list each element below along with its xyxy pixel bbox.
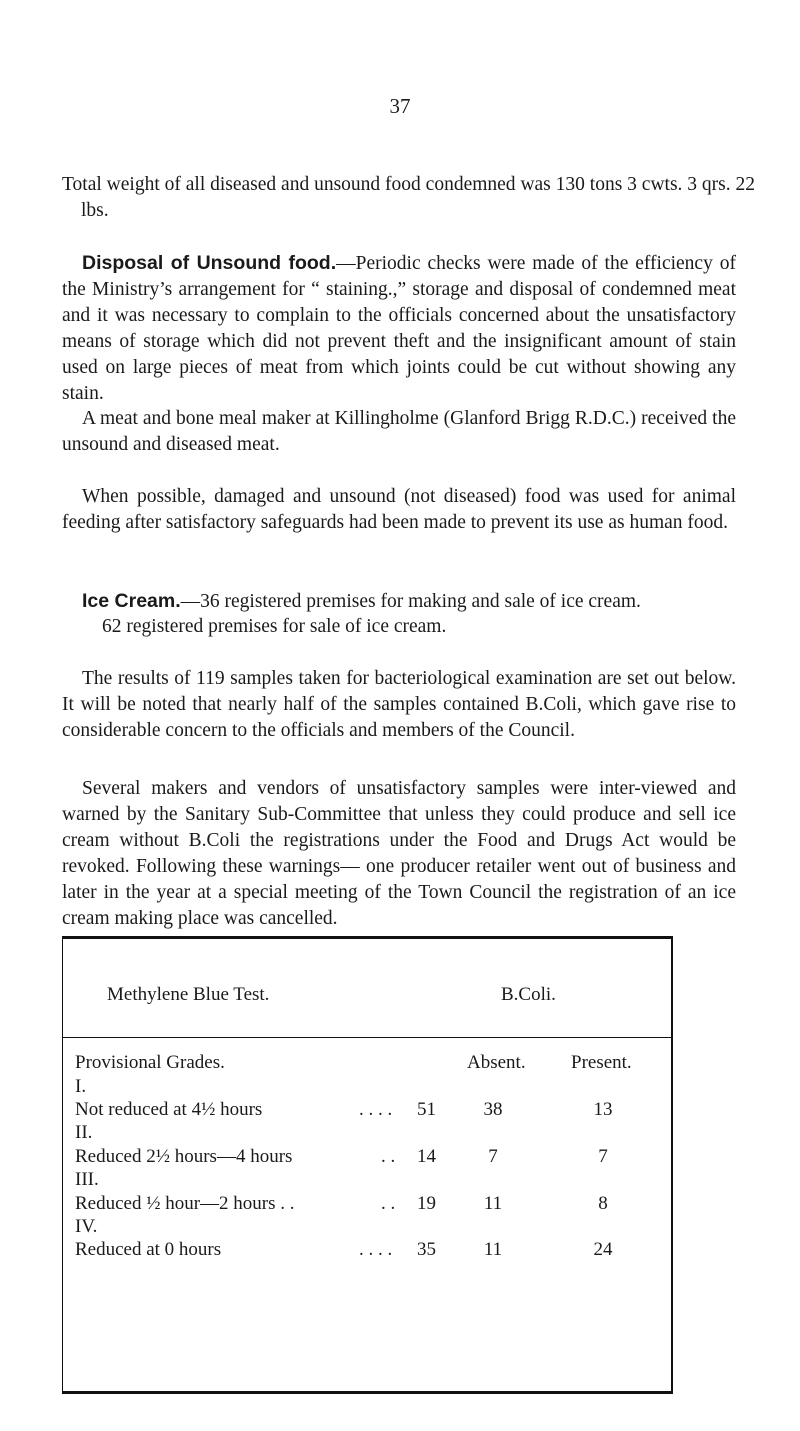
paragraph-disposal bbox=[62, 250, 736, 407]
sample-total: 19 bbox=[417, 1193, 436, 1214]
present-count: 24 bbox=[593, 1239, 613, 1260]
disposal-body: —Periodic checks were made of the efficiency of the Ministry’s arrangement for “ staining.,” storage and disposal of condemned meat and it was necessary to complain to the officials concerned about the unsatisfactory means of storage which did not prevent theft and the insignificant amount of stain used on large pieces of meat from which joints could be cut without showing any stain. bbox=[62, 253, 736, 404]
grade-roman: IV. bbox=[75, 1216, 98, 1237]
paragraph-warnings: Several makers and vendors of unsatisfactory samples were inter-viewed and warned by the Sanitary Sub-Committee that unless they could produce and sell ice cream without B.Coli the registrations under the Food and Drugs Act would be revoked. Following these warnings— one producer retailer went out of business and later in the year at a special meeting of the Town Council the registration of an ice cream making place was cancelled. bbox=[62, 778, 736, 929]
absent-column-header: Absent. bbox=[467, 1052, 526, 1073]
sample-total: 14 bbox=[417, 1146, 436, 1167]
leader-dots: . . bbox=[381, 1146, 396, 1167]
paragraph-total-weight: Total weight of all diseased and unsound food condemned was 130 tons 3 cwts. 3 qrs. 22 lbs. bbox=[62, 174, 755, 221]
grade-description: Reduced 2½ hours—4 hours bbox=[75, 1146, 293, 1167]
sample-total: 35 bbox=[417, 1239, 436, 1260]
paragraph-animal-feeding: When possible, damaged and unsound (not diseased) food was used for animal feeding after satisfactory safeguards had been made to prevent its use as human food. bbox=[62, 486, 736, 533]
grade-roman: II. bbox=[75, 1122, 93, 1143]
grade-description: Reduced at 0 hours bbox=[75, 1239, 222, 1260]
grade-roman: I. bbox=[75, 1076, 87, 1097]
grade-roman: III. bbox=[75, 1169, 99, 1190]
ice-cream-body: —36 registered premises for making and sale of ice cream. bbox=[180, 591, 641, 612]
results-table bbox=[62, 936, 673, 1394]
page-number: 37 bbox=[389, 94, 411, 118]
absent-count: 38 bbox=[483, 1099, 503, 1120]
paragraph-meal-maker: A meat and bone meal maker at Killingholme (Glanford Brigg R.D.C.) received the unsound and diseased meat. bbox=[62, 408, 736, 455]
provisional-grades-label: Provisional Grades. bbox=[75, 1052, 225, 1073]
header-bcoli: B.Coli. bbox=[501, 984, 556, 1005]
absent-count: 11 bbox=[483, 1239, 503, 1260]
present-column-header: Present. bbox=[571, 1052, 632, 1073]
paragraph-ice-cream bbox=[62, 588, 736, 615]
present-count: 7 bbox=[598, 1146, 608, 1167]
paragraph-results: The results of 119 samples taken for bacteriological examination are set out below. It will be noted that nearly half of the samples contained B.Coli, which gave rise to considerable concern to the officials and members of the Council. bbox=[62, 668, 736, 741]
header-methylene-blue: Methylene Blue Test. bbox=[107, 984, 270, 1005]
absent-count: 11 bbox=[483, 1193, 503, 1214]
heading-disposal: Disposal of Unsound food. bbox=[82, 252, 337, 274]
table-header-row bbox=[63, 939, 671, 1038]
absent-count: 7 bbox=[488, 1146, 498, 1167]
grade-description: Reduced ½ hour—2 hours . . bbox=[75, 1193, 295, 1214]
leader-dots: . . bbox=[381, 1193, 396, 1214]
leader-dots: . . . . bbox=[359, 1239, 393, 1260]
paragraph-sale-premises: 62 registered premises for sale of ice cream. bbox=[102, 616, 447, 637]
grade-description: Not reduced at 4½ hours bbox=[75, 1099, 263, 1120]
sample-total: 51 bbox=[417, 1099, 436, 1120]
leader-dots: . . . . bbox=[359, 1099, 393, 1120]
present-count: 13 bbox=[593, 1099, 613, 1120]
present-count: 8 bbox=[598, 1193, 608, 1214]
heading-ice-cream: Ice Cream. bbox=[82, 590, 181, 612]
